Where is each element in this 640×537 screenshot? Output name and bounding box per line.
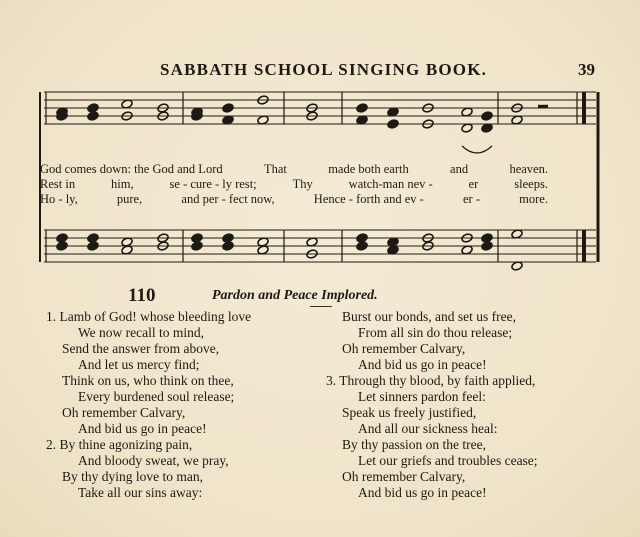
- hymn-line-left: 2. By thine agonizing pain,: [46, 437, 193, 452]
- lyric-syllable: him,: [111, 177, 134, 191]
- hymn-line-right: And bid us go in peace!: [358, 485, 487, 500]
- note-head: [87, 241, 99, 251]
- rest: [538, 105, 548, 108]
- page-number: 39: [578, 60, 595, 79]
- lyric-syllable: more.: [519, 192, 548, 206]
- running-head: SABBATH SCHOOL SINGING BOOK.: [160, 60, 488, 79]
- note-head: [387, 119, 399, 129]
- note-head: [481, 111, 493, 121]
- hymn-line-right: From all sin do thou release;: [358, 325, 513, 340]
- lyric-syllable: watch-man nev -: [348, 177, 433, 191]
- note-head: [481, 241, 493, 251]
- note-head: [222, 241, 234, 251]
- hymn-line-left: And bloody sweat, we pray,: [78, 453, 229, 468]
- lyric-syllable: se - cure - ly rest;: [169, 177, 257, 191]
- hymn-number: 110: [128, 285, 156, 306]
- title-rule: [310, 306, 332, 307]
- hymn-line-right: Oh remember Calvary,: [342, 469, 466, 484]
- lyric-syllable: Rest in: [40, 177, 76, 191]
- hymn-line-left: By thy dying love to man,: [62, 469, 203, 484]
- hymn-line-left: Oh remember Calvary,: [62, 405, 186, 420]
- lyric-syllable: and per - fect now,: [181, 192, 275, 206]
- note-head: [87, 111, 99, 121]
- note-head: [222, 103, 234, 113]
- lyric-syllable: Hence - forth and ev -: [313, 192, 424, 206]
- lyric-syllable: er: [468, 177, 479, 191]
- lyric-syllable: sleeps.: [514, 177, 548, 191]
- lyric-syllable: and: [450, 162, 469, 176]
- note-head: [191, 241, 203, 251]
- hymn-line-right: By thy passion on the tree,: [342, 437, 486, 452]
- hymn-line-right: Let sinners pardon feel:: [358, 389, 486, 404]
- hymn-line-right: Oh remember Calvary,: [342, 341, 466, 356]
- lyric-syllable: er -: [462, 192, 480, 206]
- hymn-line-left: We now recall to mind,: [78, 325, 205, 340]
- lyric-line-1: [40, 162, 548, 177]
- hymn-line-left: Take all our sins away:: [78, 485, 203, 500]
- hymn-line-left: Think on us, who think on thee,: [62, 373, 234, 388]
- hymn-line-left: And let us mercy find;: [78, 357, 200, 372]
- hymn-title: Pardon and Peace Implored.: [212, 288, 378, 303]
- hymn-line-right: And bid us go in peace!: [358, 357, 487, 372]
- slur: [462, 146, 492, 153]
- lyric-syllable: made both earth: [328, 162, 409, 176]
- lyric-syllable: Thy: [292, 177, 313, 191]
- hymn-line-left: Every burdened soul release;: [78, 389, 235, 404]
- hymn-line-right: And all our sickness heal:: [358, 421, 498, 436]
- lyric-syllable: pure,: [116, 192, 143, 206]
- hymn-line-left: And bid us go in peace!: [78, 421, 207, 436]
- hymn-line-right: Speak us freely justified,: [342, 405, 477, 420]
- hymn-line-left: 1. Lamb of God! whose bleeding love: [46, 309, 252, 324]
- lyric-syllable: God comes down: the God and Lord: [40, 162, 223, 176]
- lyric-syllable: That: [263, 162, 287, 176]
- hymn-line-left: Send the answer from above,: [62, 341, 220, 356]
- note-head: [356, 241, 368, 251]
- note-head: [356, 103, 368, 113]
- lyric-syllable: heaven.: [509, 162, 548, 176]
- hymn-line-right: Burst our bonds, and set us free,: [342, 309, 516, 324]
- lyric-syllable: Ho - ly,: [40, 192, 78, 206]
- hymn-line-right: 3. Through thy blood, by faith applied,: [326, 373, 536, 388]
- lyric-line-3: [40, 192, 548, 207]
- hymn-line-right: Let our griefs and troubles cease;: [358, 453, 538, 468]
- note-head: [56, 241, 68, 251]
- lyric-line-2: [40, 177, 548, 192]
